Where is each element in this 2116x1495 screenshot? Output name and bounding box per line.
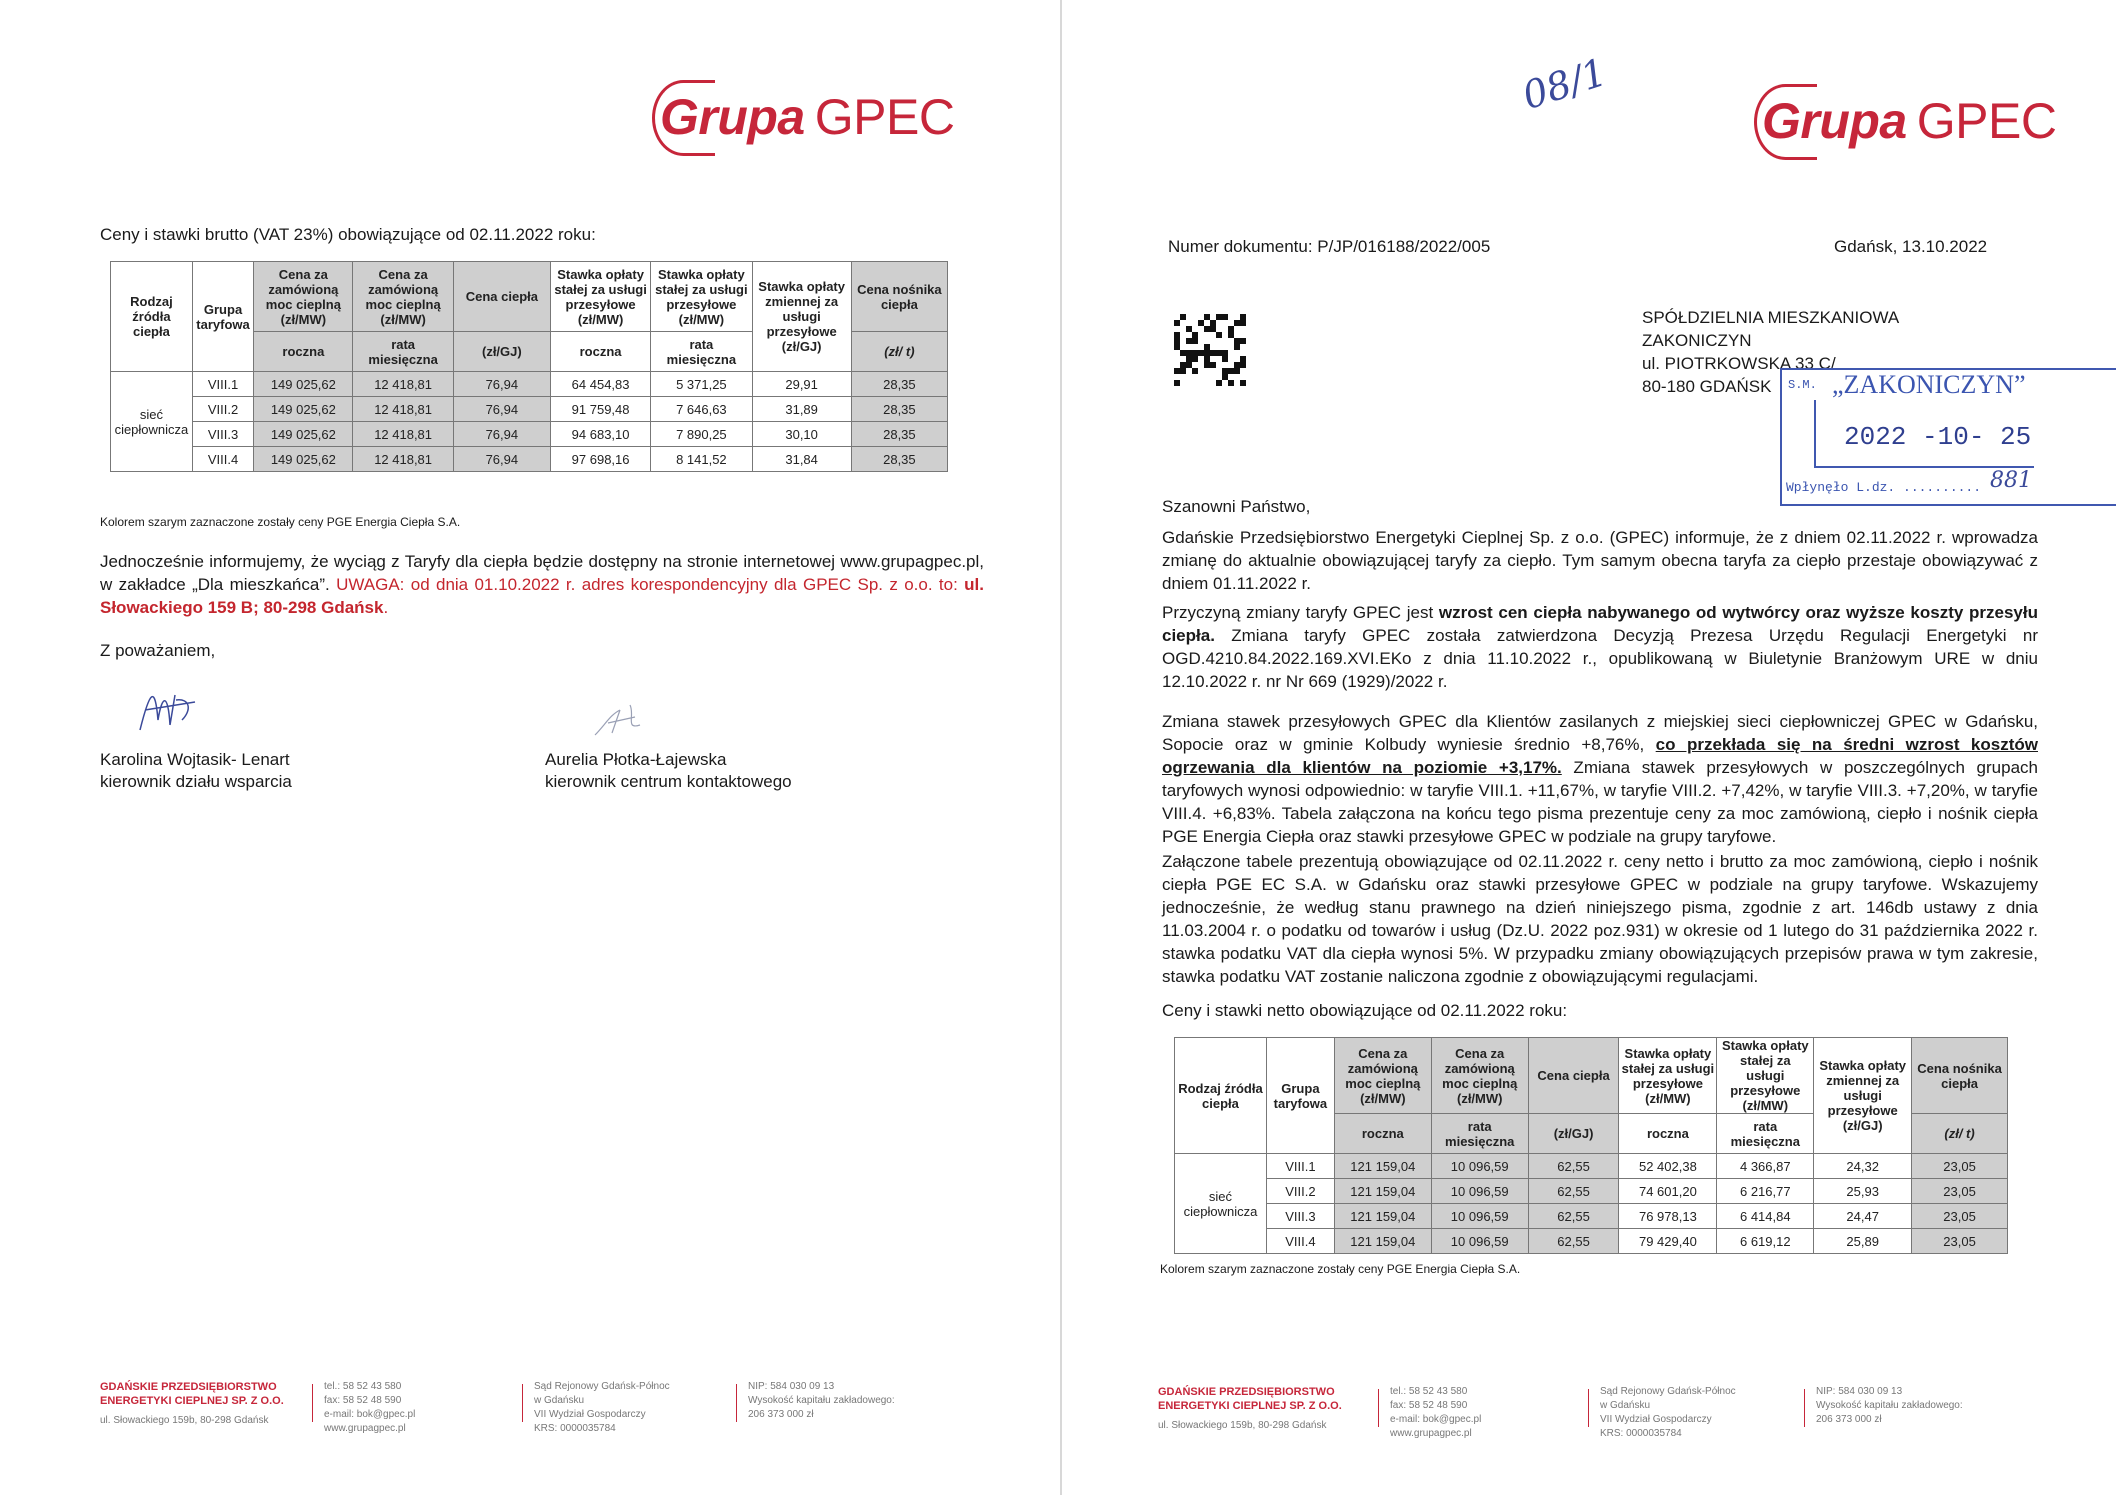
source-cell: sieć ciepłownicza bbox=[1175, 1154, 1267, 1254]
header-c7-sub: (zł/ t) bbox=[1912, 1114, 2008, 1154]
table-cell: 30,10 bbox=[752, 422, 851, 447]
footer-krs: KRS: 0000035784 bbox=[534, 1423, 616, 1434]
signatory-2-name: Aurelia Płotka-Łajewska bbox=[545, 750, 727, 769]
source-cell: sieć ciepłownicza bbox=[111, 372, 193, 472]
footer-company-line-1: GDAŃSKIE PRZEDSIĘBIORSTWO bbox=[100, 1381, 277, 1393]
footer-nip: NIP: 584 030 09 13 bbox=[748, 1381, 835, 1392]
notice-text: UWAGA: od dnia 01.10.2022 r. adres korespondencyjny dla GPEC Sp. z o.o. to: bbox=[336, 575, 965, 594]
footer-fax: fax: 58 52 48 590 bbox=[1390, 1400, 1468, 1411]
table-row bbox=[1175, 1179, 2008, 1204]
table-cell: 28,35 bbox=[851, 422, 947, 447]
footer-court: Sąd Rejonowy Gdańsk-Północ bbox=[534, 1381, 670, 1392]
table-cell: 7 646,63 bbox=[651, 397, 752, 422]
stamp-received-label: Wpłynęło L.dz. .......... bbox=[1786, 480, 1982, 495]
footer-separator bbox=[736, 1384, 737, 1422]
table-row bbox=[111, 447, 948, 472]
footer-email: e-mail: bok@gpec.pl bbox=[324, 1409, 416, 1420]
footer-separator bbox=[312, 1384, 313, 1422]
p3-bold-underline: co przekłada się na średni wzrost kosztów ogrzewania dla klientów na poziomie +3,17%. bbox=[1162, 735, 2038, 777]
table-cell: 149 025,62 bbox=[254, 422, 353, 447]
header-c6: Stawka opłaty zmiennej za usługi przesyłowe (zł/GJ) bbox=[752, 262, 851, 372]
footer-www: www.grupagpec.pl bbox=[324, 1423, 406, 1434]
document-number: Numer dokumentu: P/JP/016188/2022/005 bbox=[1168, 237, 1491, 256]
logo-text-grupa: Grupa bbox=[660, 89, 805, 145]
table-cell: VIII.2 bbox=[1266, 1179, 1334, 1204]
signatory-2-role: kierownik centrum kontaktowego bbox=[545, 772, 792, 791]
grupa-gpec-logo bbox=[660, 88, 954, 146]
table-cell: 121 159,04 bbox=[1334, 1179, 1431, 1204]
table-cell: 28,35 bbox=[851, 447, 947, 472]
footer-left bbox=[100, 1380, 980, 1450]
table-cell: 12 418,81 bbox=[353, 447, 453, 472]
info-text: Jednocześnie informujemy, że wyciąg z Taryfy dla ciepła będzie dostępny na stronie internetowej www.grupagpec.pl, w zakładce „Dla mieszkańca”. bbox=[100, 552, 984, 594]
footer-court: w Gdańsku bbox=[534, 1395, 585, 1406]
p3-text: Zmiana stawek przesyłowych GPEC dla Klientów zasilanych z miejskiej sieci ciepłowniczej GPEC w Gdańsku, Sopocie oraz w gminie Kolbudy wyniesie średnio +8,76%, bbox=[1162, 712, 2038, 754]
table-cell: 121 159,04 bbox=[1334, 1204, 1431, 1229]
table-cell: 29,91 bbox=[752, 372, 851, 397]
table-cell: 52 402,38 bbox=[1619, 1154, 1717, 1179]
signatory-1-role: kierownik działu wsparcia bbox=[100, 772, 292, 791]
footer-separator bbox=[1588, 1389, 1589, 1427]
footer-separator bbox=[1378, 1389, 1379, 1427]
header-c4-sub: roczna bbox=[1619, 1114, 1717, 1154]
table-cell: 91 759,48 bbox=[550, 397, 650, 422]
table-cell: 62,55 bbox=[1528, 1154, 1619, 1179]
paragraph-3 bbox=[1162, 710, 2038, 848]
header-c5: Stawka opłaty stałej za usługi przesyłowe (zł/MW) bbox=[651, 262, 752, 332]
table-cell: 6 216,77 bbox=[1717, 1179, 1814, 1204]
footer-separator bbox=[1804, 1389, 1805, 1427]
logo-text-gpec: GPEC bbox=[1916, 93, 2057, 149]
table-cell: 62,55 bbox=[1528, 1229, 1619, 1254]
header-c4-sub: roczna bbox=[550, 332, 650, 372]
footer-email: e-mail: bok@gpec.pl bbox=[1390, 1414, 1482, 1425]
table-cell: 149 025,62 bbox=[254, 372, 353, 397]
header-c5-sub: rata miesięczna bbox=[1717, 1114, 1814, 1154]
stamp-received-number: 881 bbox=[1990, 468, 2032, 493]
header-c4: Stawka opłaty stałej za usługi przesyłowe (zł/MW) bbox=[1619, 1038, 1717, 1114]
footer-capital-value: 206 373 000 zł bbox=[1816, 1414, 1882, 1425]
recipient-line-2: ZAKONICZYN bbox=[1642, 331, 1752, 350]
table-cell: 24,32 bbox=[1814, 1154, 1912, 1179]
p3-text-2: Zmiana stawek przesyłowych w poszczególnych grupach taryfowych wynosi odpowiednio: w taryfie VIII.1. +11,67%, w taryfie VIII.2. +7,42%, w taryfie VIII.3. +7,20%, w taryfie VIII.4. +6,83%. Tabela załączona na końcu tego pisma prezentuje ceny za moc zamówioną, ciepło i nośnik ciepła PGE Energia Ciepła oraz stawki przesyłowe GPEC w podziale na grupy taryfowe. bbox=[1162, 758, 2038, 846]
table-cell: 76,94 bbox=[453, 372, 550, 397]
header-c1: Cena za zamówioną moc cieplną (zł/MW) bbox=[254, 262, 353, 332]
table-cell: 76,94 bbox=[453, 397, 550, 422]
logo-arc-icon bbox=[1754, 84, 1817, 160]
header-c1-sub: roczna bbox=[254, 332, 353, 372]
table-cell: 64 454,83 bbox=[550, 372, 650, 397]
grupa-gpec-logo bbox=[1762, 92, 2056, 150]
paragraph-2 bbox=[1162, 601, 2038, 693]
header-c7-sub: (zł/ t) bbox=[851, 332, 947, 372]
header-c5-sub: rata miesięczna bbox=[651, 332, 752, 372]
received-stamp bbox=[1780, 368, 2116, 506]
net-table-caption: Ceny i stawki netto obowiązujące od 02.11.2022 roku: bbox=[1162, 1001, 1568, 1020]
table-cell: 12 418,81 bbox=[353, 372, 453, 397]
p2-bold: wzrost cen ciepła nabywanego od wytwórcy oraz wyższe koszty przesyłu ciepła. bbox=[1162, 603, 2038, 645]
table-cell: 149 025,62 bbox=[254, 447, 353, 472]
table-cell: 23,05 bbox=[1912, 1229, 2008, 1254]
net-rates-table bbox=[1174, 1037, 2008, 1254]
header-c2-sub: rata miesięczna bbox=[353, 332, 453, 372]
table-row bbox=[1175, 1204, 2008, 1229]
table-cell: 149 025,62 bbox=[254, 397, 353, 422]
table-cell: 25,89 bbox=[1814, 1229, 1912, 1254]
header-c3-sub: (zł/GJ) bbox=[453, 332, 550, 372]
table-cell: 28,35 bbox=[851, 397, 947, 422]
table-cell: 23,05 bbox=[1912, 1179, 2008, 1204]
logo-text-gpec: GPEC bbox=[814, 89, 955, 145]
footer-company-line-2: ENERGETYKI CIEPLNEJ SP. Z O.O. bbox=[1158, 1400, 1342, 1412]
table-cell: 12 418,81 bbox=[353, 422, 453, 447]
header-c2: Cena za zamówioną moc cieplną (zł/MW) bbox=[1431, 1038, 1528, 1114]
table-cell: 10 096,59 bbox=[1431, 1154, 1528, 1179]
gray-cells-note: Kolorem szarym zaznaczone zostały ceny PGE Energia Ciepła S.A. bbox=[1160, 1262, 1521, 1276]
header-c3-sub: (zł/GJ) bbox=[1528, 1114, 1619, 1154]
table-cell: 76,94 bbox=[453, 447, 550, 472]
header-c1-sub: roczna bbox=[1334, 1114, 1431, 1154]
footer-court: Sąd Rejonowy Gdańsk-Północ bbox=[1600, 1386, 1736, 1397]
signature-1-icon bbox=[130, 680, 210, 740]
stamp-name: „ZAKONICZYN” bbox=[1832, 370, 2026, 399]
table-cell: 7 890,25 bbox=[651, 422, 752, 447]
table-cell: 6 619,12 bbox=[1717, 1229, 1814, 1254]
footer-company-line-2: ENERGETYKI CIEPLNEJ SP. Z O.O. bbox=[100, 1395, 284, 1407]
salutation: Szanowni Państwo, bbox=[1162, 497, 1311, 516]
table-cell: 28,35 bbox=[851, 372, 947, 397]
table-cell: 79 429,40 bbox=[1619, 1229, 1717, 1254]
recipient-line-3: ul. PIOTRKOWSKA 33 C/ bbox=[1642, 354, 1836, 373]
table-cell: 10 096,59 bbox=[1431, 1204, 1528, 1229]
period: . bbox=[383, 598, 389, 617]
table-cell: 76 978,13 bbox=[1619, 1204, 1717, 1229]
table-cell: 8 141,52 bbox=[651, 447, 752, 472]
header-c6: Stawka opłaty zmiennej za usługi przesyłowe (zł/GJ) bbox=[1814, 1038, 1912, 1154]
header-c2: Cena za zamówioną moc cieplną (zł/MW) bbox=[353, 262, 453, 332]
table-cell: 31,84 bbox=[752, 447, 851, 472]
table-cell: VIII.4 bbox=[1266, 1229, 1334, 1254]
new-address: ul. Słowackiego 159 B; 80-298 Gdańsk bbox=[100, 575, 984, 617]
table-cell: VIII.1 bbox=[192, 372, 253, 397]
recipient-line-1: SPÓŁDZIELNIA MIESZKANIOWA bbox=[1642, 308, 1900, 327]
table-cell: 94 683,10 bbox=[550, 422, 650, 447]
header-c1: Cena za zamówioną moc cieplną (zł/MW) bbox=[1334, 1038, 1431, 1114]
stamp-date: 2022 -10- 25 bbox=[1844, 422, 2032, 452]
footer-nip: NIP: 584 030 09 13 bbox=[1816, 1386, 1903, 1397]
signatory-1-name: Karolina Wojtasik- Lenart bbox=[100, 750, 290, 769]
table-cell: 62,55 bbox=[1528, 1179, 1619, 1204]
footer-www: www.grupagpec.pl bbox=[1390, 1428, 1472, 1439]
header-c5: Stawka opłaty stałej za usługi przesyłowe (zł/MW) bbox=[1717, 1038, 1814, 1114]
table-row bbox=[111, 422, 948, 447]
p2-text: Przyczyną zmiany taryfy GPEC jest bbox=[1162, 603, 1439, 622]
paragraph-4: Załączone tabele prezentują obowiązujące od 02.11.2022 r. ceny netto i brutto za moc zamówioną, ciepło i nośnik ciepła PGE EC S.A. w Gdańsku oraz stawki przesyłowe GPEC w podziale na grupy taryfowe. Wskazujemy jednocześnie, że według stanu prawnego na dzień niniejszego pisma, zgodnie z art. 146db ustawy z dnia 11.03.2004 r. o podatku od towarów i usług (Dz.U. 2022 poz.931) w okresie od 1 lutego do 31 października 2022 r. stawka podatku VAT dla ciepła wynosi 5%. W przypadku zmiany obowiązujących przepisów prawa w tym zakresie, stawka podatku VAT zostanie naliczona zgodnie z obowiązującymi regulacjami. bbox=[1162, 852, 2038, 986]
footer-company-line-1: GDAŃSKIE PRZEDSIĘBIORSTWO bbox=[1158, 1386, 1335, 1398]
footer-krs: KRS: 0000035784 bbox=[1600, 1428, 1682, 1439]
table-cell: 5 371,25 bbox=[651, 372, 752, 397]
table-cell: VIII.1 bbox=[1266, 1154, 1334, 1179]
table-cell: 4 366,87 bbox=[1717, 1154, 1814, 1179]
gross-table-caption: Ceny i stawki brutto (VAT 23%) obowiązujące od 02.11.2022 roku: bbox=[100, 225, 596, 244]
table-cell: 121 159,04 bbox=[1334, 1154, 1431, 1179]
table-cell: 12 418,81 bbox=[353, 397, 453, 422]
footer-court: VII Wydział Gospodarczy bbox=[1600, 1414, 1712, 1425]
gray-cells-note: Kolorem szarym zaznaczone zostały ceny PGE Energia Ciepła S.A. bbox=[100, 515, 461, 529]
logo-text-grupa: Grupa bbox=[1762, 93, 1907, 149]
table-row bbox=[1175, 1229, 2008, 1254]
header-c7: Cena nośnika ciepła bbox=[851, 262, 947, 332]
qr-code-icon bbox=[1174, 314, 1246, 386]
header-c4: Stawka opłaty stałej za usługi przesyłowe (zł/MW) bbox=[550, 262, 650, 332]
footer-capital-label: Wysokość kapitału zakładowego: bbox=[748, 1395, 895, 1406]
table-cell: VIII.2 bbox=[192, 397, 253, 422]
header-source: Rodzaj źródła ciepła bbox=[111, 262, 193, 372]
footer-separator bbox=[522, 1384, 523, 1422]
handwritten-number: 08/1 bbox=[1517, 49, 1613, 119]
header-source: Rodzaj źródła ciepła bbox=[1175, 1038, 1267, 1154]
header-c2-sub: rata miesięczna bbox=[1431, 1114, 1528, 1154]
p2-text-2: Zmiana taryfy GPEC została zatwierdzona Decyzją Prezesa Urzędu Regulacji Energetyki nr OGD.4210.84.2022.169.XVI.EKo z dnia 11.10.2022 r., opublikowaną w Biuletynie Branżowym URE w dniu 12.10.2022 r. nr Nr 669 (1929)/2022 r. bbox=[1162, 626, 2038, 691]
header-group: Grupa taryfowa bbox=[192, 262, 253, 372]
info-paragraph bbox=[100, 550, 984, 619]
table-cell: 23,05 bbox=[1912, 1154, 2008, 1179]
signature-2-icon bbox=[590, 695, 650, 745]
footer-tel: tel.: 58 52 43 580 bbox=[324, 1381, 402, 1392]
table-cell: 10 096,59 bbox=[1431, 1229, 1528, 1254]
table-cell: 24,47 bbox=[1814, 1204, 1912, 1229]
header-c3: Cena ciepła bbox=[1528, 1038, 1619, 1114]
table-cell: 74 601,20 bbox=[1619, 1179, 1717, 1204]
table-cell: VIII.3 bbox=[1266, 1204, 1334, 1229]
table-cell: 62,55 bbox=[1528, 1204, 1619, 1229]
table-cell: VIII.4 bbox=[192, 447, 253, 472]
footer-court: w Gdańsku bbox=[1600, 1400, 1651, 1411]
table-cell: 31,89 bbox=[752, 397, 851, 422]
logo-arc-icon bbox=[652, 80, 715, 156]
footer-tel: tel.: 58 52 43 580 bbox=[1390, 1386, 1468, 1397]
gross-rates-table bbox=[110, 261, 948, 472]
footer-address: ul. Słowackiego 159b, 80-298 Gdańsk bbox=[100, 1415, 269, 1426]
header-group: Grupa taryfowa bbox=[1266, 1038, 1334, 1154]
table-cell: 10 096,59 bbox=[1431, 1179, 1528, 1204]
table-cell: VIII.3 bbox=[192, 422, 253, 447]
table-cell: 6 414,84 bbox=[1717, 1204, 1814, 1229]
footer-court: VII Wydział Gospodarczy bbox=[534, 1409, 646, 1420]
paragraph-1: Gdańskie Przedsiębiorstwo Energetyki Cieplnej Sp. z o.o. (GPEC) informuje, że z dniem 02.11.2022 r. wprowadza zmianę do aktualnie obowiązującej taryfy za ciepło. Tym samym obecna taryfa za ciepło przestaje obowiązywać z dniem 01.11.2022 r. bbox=[1162, 528, 2038, 593]
header-c7: Cena nośnika ciepła bbox=[1912, 1038, 2008, 1114]
table-cell: 76,94 bbox=[453, 422, 550, 447]
closing: Z poważaniem, bbox=[100, 641, 216, 660]
right-page bbox=[1062, 0, 2116, 1495]
footer-address: ul. Słowackiego 159b, 80-298 Gdańsk bbox=[1158, 1420, 1327, 1431]
footer-fax: fax: 58 52 48 590 bbox=[324, 1395, 402, 1406]
footer-right bbox=[1158, 1385, 2038, 1455]
table-row bbox=[1175, 1154, 2008, 1179]
stamp-prefix: S.M. bbox=[1788, 378, 1817, 392]
table-cell: 121 159,04 bbox=[1334, 1229, 1431, 1254]
table-row bbox=[111, 372, 948, 397]
footer-capital-value: 206 373 000 zł bbox=[748, 1409, 814, 1420]
place-date: Gdańsk, 13.10.2022 bbox=[1834, 237, 1988, 256]
recipient-line-4: 80-180 GDAŃSK bbox=[1642, 377, 1772, 396]
header-c3: Cena ciepła bbox=[453, 262, 550, 332]
table-cell: 97 698,16 bbox=[550, 447, 650, 472]
footer-capital-label: Wysokość kapitału zakładowego: bbox=[1816, 1400, 1963, 1411]
table-cell: 23,05 bbox=[1912, 1204, 2008, 1229]
table-cell: 25,93 bbox=[1814, 1179, 1912, 1204]
table-row bbox=[111, 397, 948, 422]
